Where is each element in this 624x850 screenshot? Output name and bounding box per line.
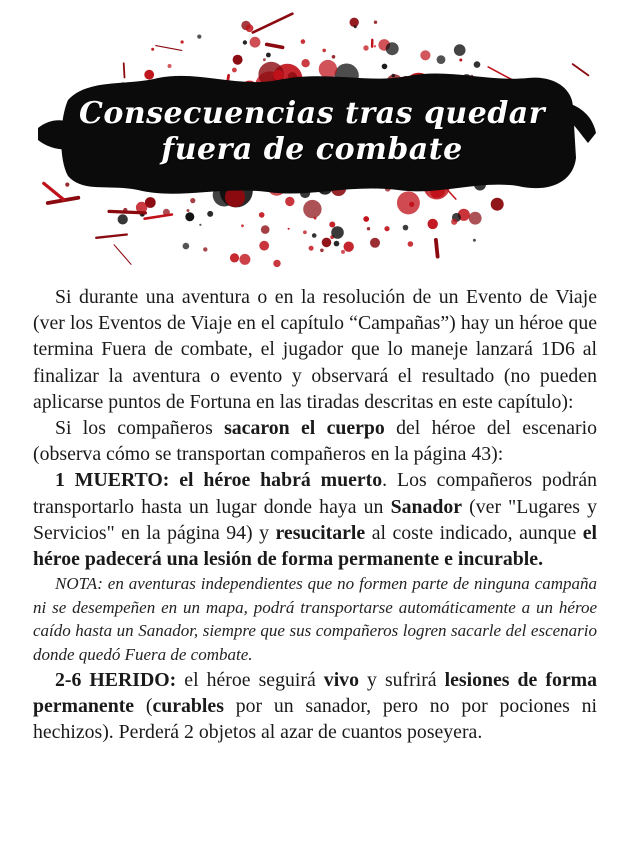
- result-dead-heading: 1 MUERTO: el héroe habrá muerto: [55, 469, 383, 492]
- splatter-streak: [109, 211, 145, 213]
- splatter-drop: [319, 60, 337, 78]
- splatter-drop: [437, 55, 446, 64]
- splatter-streak: [124, 63, 125, 77]
- splatter-drop: [350, 18, 359, 27]
- splatter-drop: [273, 260, 280, 267]
- splatter-drop: [183, 243, 190, 250]
- splatter-drop: [207, 211, 213, 217]
- section-title: [0, 96, 624, 168]
- splatter-drop: [454, 44, 466, 56]
- splatter-drop: [246, 24, 254, 32]
- section-title-line2: fuera de combate: [161, 132, 463, 167]
- splatter-streak: [145, 215, 172, 219]
- splatter-drop: [474, 61, 481, 68]
- splatter-drop: [322, 49, 326, 53]
- splatter-drop: [261, 225, 270, 234]
- splatter-drop: [312, 233, 317, 238]
- splatter-drop: [266, 53, 271, 58]
- splatter-drop: [451, 219, 457, 225]
- splatter-drop: [341, 250, 345, 254]
- splatter-drop: [273, 70, 283, 80]
- splatter-drop: [367, 227, 370, 230]
- splatter-drop: [363, 216, 369, 222]
- wounded-text-h: por un sanador, pero no por pociones ni hechizos). Perderá 2 objetos al azar de cuantos poseyera.: [33, 694, 597, 744]
- splatter-drop: [285, 197, 294, 206]
- curable-term: curables: [152, 694, 224, 717]
- splatter-drop: [203, 247, 207, 251]
- intro-paragraph: [33, 284, 597, 415]
- splatter-drop: [185, 212, 194, 221]
- splatter-drop: [374, 45, 376, 47]
- recovery-text-a: Si los compañeros: [55, 417, 225, 440]
- splatter-drop: [144, 70, 154, 80]
- section-title-line1: Consecuencias tras quedar: [78, 96, 546, 131]
- splatter-drop: [301, 39, 306, 44]
- note-paragraph: [33, 572, 597, 666]
- splatter-drop: [187, 209, 190, 212]
- result-wounded-paragraph: [33, 667, 597, 746]
- wounded-text-b: el héroe seguirá: [176, 668, 324, 691]
- splatter-drop: [199, 224, 201, 226]
- splatter-streak: [436, 240, 438, 257]
- splatter-drop: [491, 198, 504, 211]
- permanent-injuries-term: lesiones de forma permanente: [33, 668, 598, 717]
- splatter-drop: [303, 200, 321, 218]
- wounded-text-d: y sufrirá: [358, 668, 445, 691]
- splatter-drop: [288, 228, 290, 230]
- recovery-bold: sacaron el cuerpo: [224, 417, 385, 440]
- splatter-drop: [428, 219, 438, 229]
- splatter-drop: [409, 202, 414, 207]
- splatter-drop: [230, 253, 239, 262]
- splatter-drop: [332, 55, 336, 59]
- splatter-drop: [392, 74, 396, 78]
- splatter-drop: [151, 48, 154, 51]
- result-dead-text-b: . Los compañeros podrán transportarlo hasta un lugar donde haya un: [33, 469, 597, 518]
- splatter-drop: [181, 40, 184, 43]
- splatter-drop: [329, 222, 335, 228]
- wounded-text-f: (: [134, 694, 153, 717]
- splatter-drop: [403, 225, 409, 231]
- recovery-text-c: del héroe del escenario (observa cómo se transportan compañeros en la página 43):: [33, 417, 597, 466]
- splatter-drop: [473, 239, 476, 242]
- splatter-drop: [384, 226, 389, 231]
- splatter-drop: [370, 238, 380, 248]
- splatter-drop: [243, 40, 247, 44]
- splatter-drop: [190, 198, 195, 203]
- splatter-drop: [303, 230, 307, 234]
- splatter-streak: [96, 235, 127, 238]
- splatter-drop: [309, 246, 314, 251]
- splatter-drop: [382, 64, 388, 70]
- splatter-drop: [408, 241, 414, 247]
- result-dead-text-f: al coste indicado, aunque: [365, 521, 583, 544]
- rules-body: [33, 284, 597, 745]
- splatter-streak: [44, 183, 64, 199]
- splatter-drop: [344, 242, 354, 252]
- splatter-drop: [322, 238, 332, 248]
- splatter-drop: [314, 217, 317, 220]
- intro-text: Si durante una aventura o en la resolución de un Evento de Viaje (ver los Eventos de Viaje en el capítulo “Campañas”) hay un héroe que termina Fuera de combate, el jugador que lo maneje lanzará 1D6 al finalizar la aventura o evento y observará el resultado (no pueden aplicarse puntos de Fortuna en las tiradas descritas en este capítulo):: [33, 286, 597, 413]
- alive-term: vivo: [323, 668, 359, 691]
- splatter-drop: [239, 254, 250, 265]
- splatter-drop: [250, 37, 261, 48]
- splatter-drop: [397, 191, 420, 214]
- splatter-drop: [233, 55, 243, 65]
- splatter-drop: [374, 21, 377, 24]
- resurrect-term: resucitarle: [275, 521, 366, 544]
- body-recovery-paragraph: [33, 415, 597, 467]
- splatter-drop: [168, 64, 172, 68]
- splatter-drop: [65, 183, 69, 187]
- permanent-injury-note: el héroe padecerá una lesión de forma permanente e incurable.: [33, 521, 597, 571]
- result-dead-text-d: (ver "Lugares y Servicios" en la página 94) y: [33, 495, 597, 544]
- healer-term: Sanador: [390, 495, 463, 518]
- splatter-drop: [354, 25, 357, 28]
- note-text: NOTA: en aventuras independientes que no formen parte de ninguna campaña ni se desempeñen en un mapa, podrá transportarse automáticamente a un héroe caído hasta un Sanador, siempre que sus compañeros logren sacarle del escenario donde quedó Fuera de combate.: [33, 574, 597, 665]
- splatter-drop: [386, 42, 399, 55]
- splatter-drop: [469, 212, 482, 225]
- splatter-drop: [259, 241, 269, 251]
- splatter-drop: [263, 58, 266, 61]
- splatter-drop: [331, 226, 344, 239]
- splatter-drop: [197, 35, 201, 39]
- splatter-streak: [573, 64, 589, 75]
- splatter-drop: [334, 241, 340, 247]
- splatter-streak: [253, 14, 293, 33]
- splatter-drop: [420, 50, 430, 60]
- splatter-drop: [232, 68, 237, 73]
- splatter-streak: [156, 46, 182, 51]
- splatter-drop: [241, 224, 244, 227]
- splatter-streak: [114, 245, 131, 264]
- result-wounded-heading: 2-6 HERIDO:: [55, 668, 177, 691]
- splatter-drop: [301, 59, 309, 67]
- splatter-drop: [320, 249, 324, 253]
- splatter-streak: [267, 44, 283, 47]
- result-dead-paragraph: [33, 467, 597, 572]
- splatter-drop: [259, 212, 265, 218]
- splatter-drop: [118, 214, 128, 224]
- splatter-drop: [363, 45, 368, 50]
- splatter-drop: [459, 59, 462, 62]
